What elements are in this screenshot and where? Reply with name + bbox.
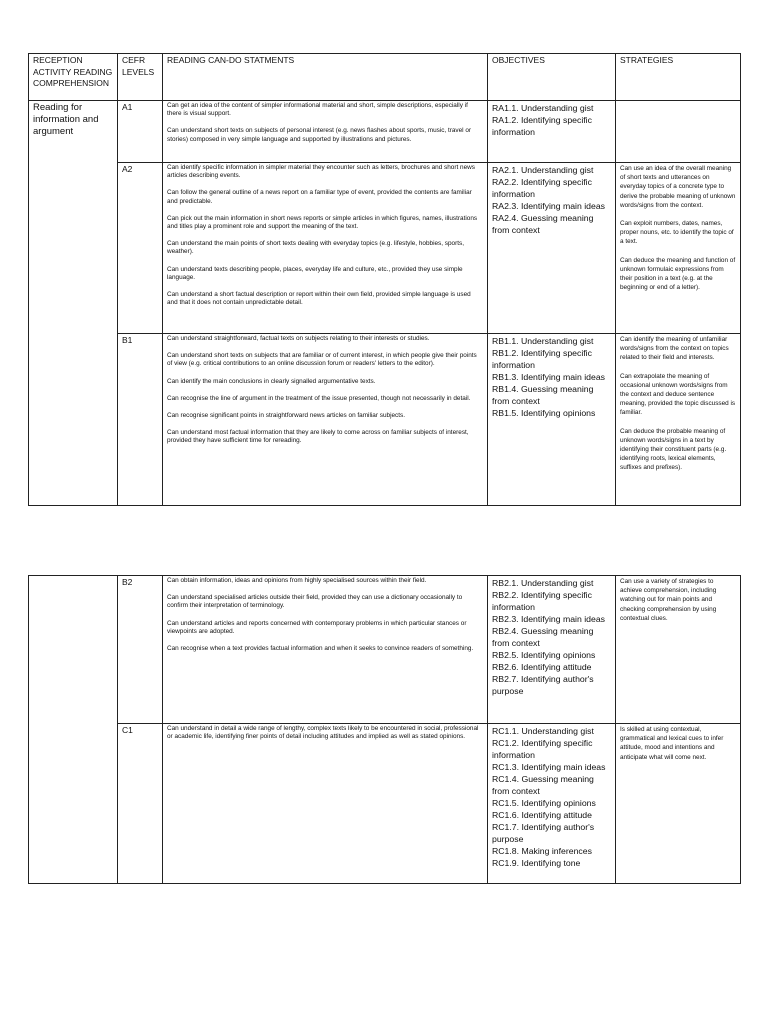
- strategy-text: Can exploit numbers, dates, names, proper nouns, etc. to identify the topic of a text.: [620, 220, 734, 246]
- strategy-text: Can deduce the meaning and function of unknown formulaic expressions from their position in a text (e.g. at the beginning or end of a letter).: [620, 256, 736, 292]
- strategy-text: Is skilled at using contextual, grammatical and lexical cues to infer attitude, mood and intentions and anticipate what will come next.: [620, 726, 724, 761]
- objective-item: RB1.3. Identifying main ideas: [492, 372, 606, 382]
- statement-text: Can recognise significant points in straightforward news articles on familiar subjects.: [167, 412, 405, 420]
- statement-text: Can identify the main conclusions in clearly signalled argumentative texts.: [167, 377, 376, 385]
- strategy-text: Can use an idea of the overall meaning of short texts and utterances on everyday topics of a concrete type to derive the probable meaning of unknown words/signs from the context.: [620, 165, 736, 209]
- objective-item: RB2.2. Identifying specific information: [492, 590, 592, 612]
- objective-item: RA2.4. Guessing meaning from context: [492, 213, 594, 235]
- objective-item: RB2.1. Understanding gist: [492, 578, 594, 588]
- statement-text: Can understand the main points of short texts dealing with everyday topics (e.g. lifestyle, hobbies, sports, weather).: [167, 240, 464, 256]
- objective-item: RB2.5. Identifying opinions: [492, 650, 596, 660]
- statement-text: Can understand articles and reports concerned with contemporary problems in which particular stances or viewpoints are adopted.: [167, 619, 467, 635]
- statement-text: Can follow the general outline of a news report on a familiar type of event, provided the contents are familiar and predictable.: [167, 189, 472, 205]
- objective-item: RA1.2. Identifying specific information: [492, 115, 592, 137]
- table-row: [29, 576, 741, 724]
- objective-item: RB1.4. Guessing meaning from context: [492, 384, 594, 406]
- header-levels: CEFR LEVELS: [118, 54, 163, 101]
- objectives-cell: [488, 576, 616, 724]
- objective-item: RC1.2. Identifying specific information: [492, 738, 593, 760]
- objective-item: RC1.1. Understanding gist: [492, 726, 594, 736]
- objective-item: RB1.1. Understanding gist: [492, 336, 594, 346]
- strategies-cell: [616, 101, 741, 163]
- objective-item: RC1.3. Identifying main ideas: [492, 762, 606, 772]
- level-cell: B1: [118, 334, 163, 506]
- objective-item: RB2.6. Identifying attitude: [492, 662, 592, 672]
- strategy-text: Can use a variety of strategies to achieve comprehension, including watching out for main points and checking comprehension by using contextual clues.: [620, 578, 717, 622]
- statement-text: Can understand most factual information that they are likely to come across on familiar subjects of interest, provided they have sufficient time for rereading.: [167, 429, 469, 445]
- statement-text: Can understand texts describing people, places, everyday life and culture, etc., provided they use simple language.: [167, 265, 463, 281]
- table-row: [29, 101, 741, 163]
- can-do-table-page-2: [28, 575, 741, 884]
- table-header-row: [29, 54, 741, 101]
- objective-item: RC1.8. Making inferences: [492, 846, 592, 856]
- objective-item: RC1.9. Identifying tone: [492, 858, 581, 868]
- statement-text: Can understand a short factual description or report within their own field, provided simple language is used and that it does not contain unpredictable detail.: [167, 291, 471, 307]
- strategies-cell: [616, 724, 741, 884]
- statement-text: Can understand short texts on subjects that are familiar or of current interest, in which people give their points of view (e.g. critical contributions to an online discussion forum or readers' letters to the editor).: [167, 352, 477, 368]
- header-objectives: OBJECTIVES: [488, 54, 616, 101]
- table-row: [29, 334, 741, 506]
- level-cell: A2: [118, 163, 163, 334]
- objective-item: RA2.3. Identifying main ideas: [492, 201, 606, 211]
- strategy-text: Can extrapolate the meaning of occasional unknown words/signs from the context and deduce sentence meaning, provided the topic discussed is familiar.: [620, 372, 736, 417]
- objective-item: RB1.5. Identifying opinions: [492, 408, 596, 418]
- statement-text: Can recognise when a text provides factual information and when it seeks to convince readers of something.: [167, 645, 474, 653]
- level-cell: C1: [118, 724, 163, 884]
- objective-item: RC1.7. Identifying author's purpose: [492, 822, 595, 844]
- objective-item: RB2.3. Identifying main ideas: [492, 614, 606, 624]
- strategies-cell: [616, 163, 741, 334]
- objective-item: RA1.1. Understanding gist: [492, 103, 594, 113]
- table-row: [29, 724, 741, 884]
- strategies-cell: [616, 334, 741, 506]
- objective-item: RC1.6. Identifying attitude: [492, 810, 592, 820]
- statement-text: Can identify specific information in simpler material they encounter such as letters, brochures and short news articles describing events.: [167, 164, 475, 180]
- can-do-table-page-1: [28, 53, 741, 506]
- strategy-text: Can deduce the probable meaning of unknown words/signs in a text by identifying their constituent parts (e.g. identifying roots, lexical elements, suffixes and prefixes).: [620, 427, 727, 472]
- header-statements: READING CAN-DO STATMENTS: [163, 54, 488, 101]
- objective-item: RC1.5. Identifying opinions: [492, 798, 596, 808]
- objectives-cell: [488, 334, 616, 506]
- table-row: [29, 163, 741, 334]
- level-cell: A1: [118, 101, 163, 163]
- statements-cell: [163, 724, 488, 884]
- activity-cell: Reading for information and argument: [29, 101, 118, 506]
- statement-text: Can understand short texts on subjects of personal interest (e.g. news flashes about sports, music, travel or stories) composed in very simple language and supported by illustrations and pictures.: [167, 127, 472, 143]
- header-activity: RECEPTION ACTIVITY READING COMPREHENSION: [29, 54, 118, 101]
- statements-cell: [163, 163, 488, 334]
- objective-item: RA2.1. Understanding gist: [492, 165, 594, 175]
- statement-text: Can get an idea of the content of simpler informational material and short, simple descriptions, especially if there is visual support.: [167, 102, 468, 118]
- level-cell: B2: [118, 576, 163, 724]
- objective-item: RB2.7. Identifying author's purpose: [492, 674, 594, 696]
- statement-text: Can understand straightforward, factual texts on subjects relating to their interests or studies.: [167, 335, 430, 342]
- strategies-cell: [616, 576, 741, 724]
- objective-item: RA2.2. Identifying specific information: [492, 177, 592, 199]
- activity-cell-empty: [29, 576, 118, 884]
- statement-text: Can pick out the main information in short news reports or simple articles in which figures, names, illustrations and titles play a prominent role and support the meaning of the text.: [167, 214, 478, 231]
- objective-item: RB1.2. Identifying specific information: [492, 348, 592, 370]
- statements-cell: [163, 576, 488, 724]
- objectives-cell: [488, 101, 616, 163]
- statement-text: Can obtain information, ideas and opinions from highly specialised sources within their field.: [167, 577, 427, 584]
- statement-text: Can understand specialised articles outside their field, provided they can use a dictionary occasionally to confirm their interpretation of terminology.: [167, 594, 463, 610]
- header-strategies: STRATEGIES: [616, 54, 741, 101]
- statements-cell: [163, 101, 488, 163]
- objectives-cell: [488, 163, 616, 334]
- statement-text: Can recognise the line of argument in the treatment of the issue presented, though not necessarily in detail.: [167, 394, 471, 402]
- statements-cell: [163, 334, 488, 506]
- statement-text: Can understand in detail a wide range of lengthy, complex texts likely to be encountered in social, professional or academic life, identifying finer points of detail including attitudes and implied as well as stated opinions.: [167, 725, 479, 741]
- objective-item: RC1.4. Guessing meaning from context: [492, 774, 594, 796]
- objective-item: RB2.4. Guessing meaning from context: [492, 626, 594, 648]
- strategy-text: Can identify the meaning of unfamiliar words/signs from the context on topics related to their field and interests.: [620, 336, 729, 362]
- objectives-cell: [488, 724, 616, 884]
